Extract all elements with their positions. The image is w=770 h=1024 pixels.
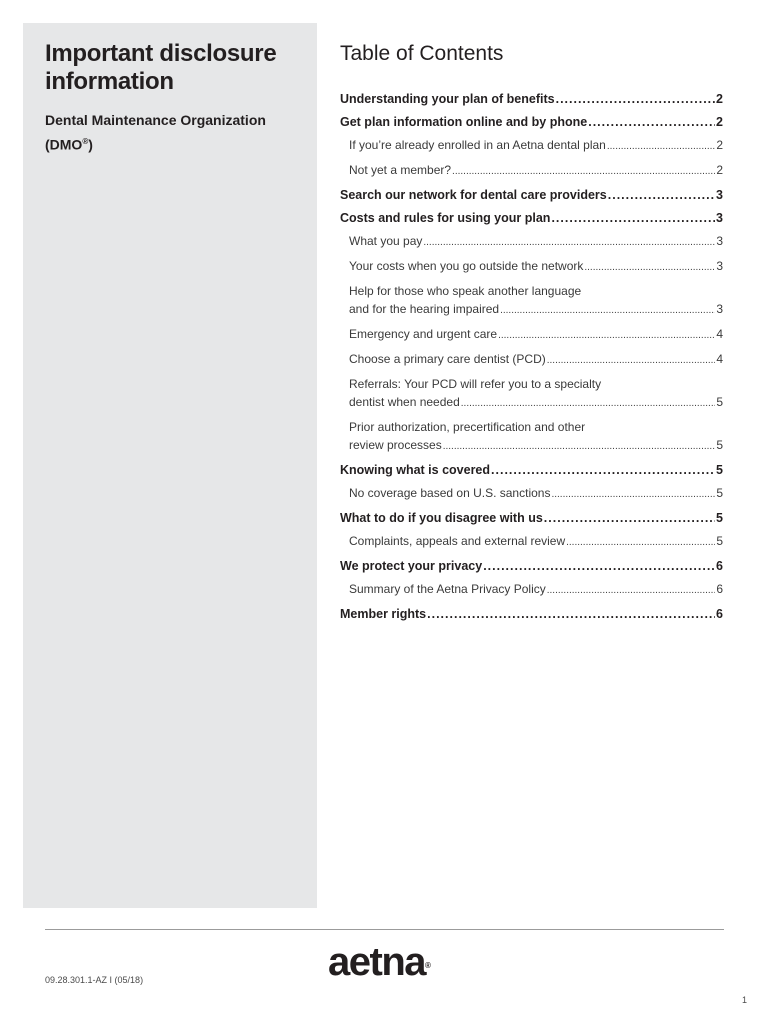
toc-subsection[interactable]	[349, 257, 723, 277]
toc-subsection-page: 3	[716, 259, 723, 273]
toc-section-label: Get plan information online and by phone	[340, 115, 588, 129]
toc-leader	[500, 300, 715, 320]
logo-text: aetna	[328, 940, 425, 984]
toc-heading: Table of Contents	[340, 42, 504, 65]
toc-section-page: 3	[716, 211, 723, 225]
toc-subsection[interactable]	[349, 232, 723, 252]
toc-subsection-page: 2	[716, 163, 723, 177]
toc-subsection-label: Summary of the Aetna Privacy Policy	[349, 582, 546, 596]
toc-subsection-page: 2	[716, 138, 723, 152]
toc-subsection-label: No coverage based on U.S. sanctions	[349, 486, 551, 500]
footer-divider	[45, 929, 724, 930]
toc-leader	[498, 325, 715, 345]
toc-subsection-page: 3	[716, 302, 723, 316]
toc-subsection-page: 5	[716, 486, 723, 500]
aetna-logo	[328, 938, 458, 986]
table-of-contents	[340, 90, 723, 628]
toc-leader	[584, 257, 715, 277]
toc-section[interactable]	[340, 90, 723, 108]
document-title: Important disclosure information	[45, 40, 277, 95]
toc-section-page: 6	[716, 559, 723, 573]
toc-section[interactable]	[340, 186, 723, 204]
toc-leader	[551, 209, 715, 227]
toc-subsection[interactable]	[349, 161, 723, 181]
toc-leader	[547, 350, 716, 370]
toc-subsection-label: Not yet a member?	[349, 163, 452, 177]
toc-section[interactable]	[340, 461, 723, 479]
toc-subsection[interactable]	[349, 436, 723, 456]
toc-subsection-page: 4	[716, 327, 723, 341]
toc-section-label: What to do if you disagree with us	[340, 511, 543, 525]
toc-subsection-page: 4	[716, 352, 723, 366]
toc-leader	[423, 232, 715, 252]
toc-section-label: Member rights	[340, 607, 427, 621]
toc-leader	[608, 186, 715, 204]
toc-subsection-label: and for the hearing impaired	[349, 302, 500, 316]
toc-section-page: 6	[716, 607, 723, 621]
toc-subsection-page: 5	[716, 534, 723, 548]
toc-subsection[interactable]	[349, 350, 723, 370]
toc-subsection-page: 6	[716, 582, 723, 596]
toc-subsection[interactable]	[349, 300, 723, 320]
toc-subsection-page: 5	[716, 395, 723, 409]
toc-subsection-label: Complaints, appeals and external review	[349, 534, 566, 548]
toc-subsection-page: 5	[716, 438, 723, 452]
toc-leader	[461, 393, 716, 413]
toc-leader	[452, 161, 715, 181]
document-subtitle	[45, 110, 310, 156]
logo-registered-mark: ®	[425, 961, 431, 970]
toc-subsection-label: Your costs when you go outside the network	[349, 259, 584, 273]
toc-subsection-label: What you pay	[349, 234, 423, 248]
page-number: 1	[742, 995, 748, 1005]
toc-subsection-label: Choose a primary care dentist (PCD)	[349, 352, 546, 366]
toc-subsection-label-line: Prior authorization, precertification and other	[349, 420, 586, 434]
toc-subsection[interactable]	[349, 484, 723, 504]
toc-section[interactable]	[340, 557, 723, 575]
form-code: 09.28.301.1-AZ I (05/18)	[45, 975, 144, 985]
toc-subsection[interactable]	[349, 393, 723, 413]
toc-subsection-label: Emergency and urgent care	[349, 327, 498, 341]
toc-leader	[556, 90, 715, 108]
toc-subsection-label: dentist when needed	[349, 395, 460, 409]
toc-subsection[interactable]	[349, 580, 723, 600]
toc-subsection-page: 3	[716, 234, 723, 248]
toc-leader	[547, 580, 716, 600]
toc-section-label: Costs and rules for using your plan	[340, 211, 551, 225]
toc-section-page: 5	[716, 511, 723, 525]
toc-section[interactable]	[340, 509, 723, 527]
toc-subsection[interactable]	[349, 136, 723, 156]
toc-subsection[interactable]	[349, 325, 723, 345]
toc-leader	[443, 436, 716, 456]
toc-leader	[588, 113, 715, 131]
sidebar-panel	[23, 23, 317, 908]
registered-mark: ®	[82, 137, 89, 146]
toc-section[interactable]	[340, 209, 723, 227]
toc-section-page: 3	[716, 188, 723, 202]
toc-leader	[566, 532, 715, 552]
toc-section-page: 2	[716, 115, 723, 129]
toc-section-label: Knowing what is covered	[340, 463, 491, 477]
toc-leader	[483, 557, 715, 575]
toc-subsection-label: If you’re already enrolled in an Aetna dental plan	[349, 138, 606, 152]
toc-section-label: Understanding your plan of benefits	[340, 92, 555, 106]
subtitle-main: Dental Maintenance Organization (DMO	[45, 112, 266, 153]
toc-section[interactable]	[340, 113, 723, 131]
toc-section-label: Search our network for dental care providers	[340, 188, 607, 202]
toc-leader	[491, 461, 715, 479]
toc-section-page: 5	[716, 463, 723, 477]
toc-subsection-label-line: Referrals: Your PCD will refer you to a specialty	[349, 377, 602, 391]
toc-subsection[interactable]	[349, 532, 723, 552]
toc-section-page: 2	[716, 92, 723, 106]
toc-subsection-label-line: Help for those who speak another language	[349, 284, 582, 298]
subtitle-close: )	[88, 136, 93, 153]
toc-subsection-label: review processes	[349, 438, 442, 452]
toc-leader	[551, 484, 715, 504]
toc-section-label: We protect your privacy	[340, 559, 483, 573]
toc-leader	[544, 509, 715, 527]
toc-leader	[607, 136, 715, 156]
toc-section[interactable]	[340, 605, 723, 623]
toc-leader	[427, 605, 715, 623]
